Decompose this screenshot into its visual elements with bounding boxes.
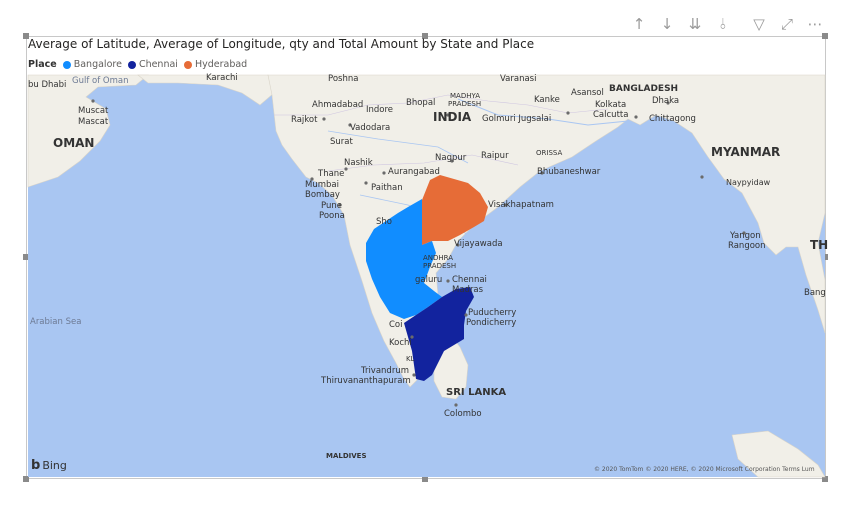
label-yangon: Yangon xyxy=(730,231,761,241)
label-rajkot: Rajkot xyxy=(291,115,318,125)
legend-label-bangalore: Bangalore xyxy=(73,59,122,70)
label-vadodara: Vadodara xyxy=(350,123,391,133)
label-poshna: Poshna xyxy=(328,74,359,84)
city-dot-aurangabad xyxy=(382,171,385,174)
label-india: INDIA xyxy=(433,110,472,124)
legend-item-chennai[interactable] xyxy=(128,59,178,70)
city-dot-naypyidaw xyxy=(700,175,703,178)
label-andhra: ANDHRA xyxy=(423,254,454,262)
drill-down-icon[interactable]: ↓ xyxy=(660,15,674,33)
bing-icon: b xyxy=(31,458,41,473)
label-surat: Surat xyxy=(330,137,353,147)
label-pondicherry: Pondicherry xyxy=(466,318,517,328)
label-dubai: bu Dhabi xyxy=(28,80,67,90)
label-poona: Poona xyxy=(319,211,345,221)
legend-item-bangalore[interactable] xyxy=(63,59,122,70)
label-coimbatore: Coi xyxy=(389,320,403,330)
city-dot-trivandrum xyxy=(412,373,415,376)
label-dhaka: Dhaka xyxy=(652,96,680,106)
focus-mode-icon[interactable]: ⤢ xyxy=(780,15,793,33)
label-rangoon: Rangoon xyxy=(728,241,766,251)
label-varanasi: Varanasi xyxy=(500,74,537,84)
city-dot-kolkata xyxy=(634,115,637,118)
legend-title: Place xyxy=(28,59,57,70)
label-golmuri: Golmuri Jugsalai xyxy=(482,114,552,124)
label-bhubaneshwar: Bhubaneshwar xyxy=(537,167,601,177)
visual-title: Average of Latitude, Average of Longitude, qty and Total Amount by State and Place xyxy=(28,37,535,51)
label-mascat: Mascat xyxy=(78,117,109,127)
label-trivandrum: Trivandrum xyxy=(361,366,409,376)
label-aurangabad: Aurangabad xyxy=(388,167,440,177)
label-kolkata: Kolkata xyxy=(595,100,627,110)
label-nagpur: Nagpur xyxy=(435,153,467,163)
label-maldives: MALDIVES xyxy=(326,452,367,460)
label-thiruvananthapuram: Thiruvananthapuram xyxy=(321,376,411,386)
map-copyright[interactable]: © 2020 TomTom © 2020 HERE, © 2020 Microsoft Corporation Terms Lum xyxy=(594,466,815,473)
city-dot-golmuri xyxy=(566,111,569,114)
city-dot-chennai xyxy=(446,279,449,282)
label-colombo: Colombo xyxy=(444,409,482,419)
label-bengaluru: galuru xyxy=(415,275,443,285)
bing-label: Bing xyxy=(42,459,67,472)
label-raipur: Raipur xyxy=(481,151,509,161)
filter-icon[interactable]: ▽ xyxy=(753,15,765,33)
label-madras: Madras xyxy=(452,285,484,295)
label-madhya: MADHYA xyxy=(450,92,481,100)
label-kochi: Kochi xyxy=(389,338,412,348)
label-oman: OMAN xyxy=(53,136,95,150)
label-myanmar: MYANMAR xyxy=(711,145,781,159)
label-visakhapatnam: Visakhapatnam xyxy=(488,200,554,210)
label-mumbai: Mumbai xyxy=(305,180,339,190)
city-dot-paithan xyxy=(364,181,367,184)
label-chennai: Chennai xyxy=(452,275,487,285)
label-vijayawada: Vijayawada xyxy=(454,239,503,249)
label-gulf-of-oman: Gulf of Oman xyxy=(72,76,129,86)
map-canvas[interactable] xyxy=(28,73,829,477)
resize-handle-top-right[interactable] xyxy=(822,33,828,39)
label-orissa: ORISSA xyxy=(536,149,563,157)
label-bombay: Bombay xyxy=(305,190,340,200)
label-bhopal: Bhopal xyxy=(406,98,436,108)
label-muscat: Muscat xyxy=(78,106,109,116)
legend-dot-bangalore xyxy=(63,61,71,69)
label-naypyidaw: Naypyidaw xyxy=(726,178,771,187)
label-sholapur: Sho xyxy=(376,217,392,227)
legend-dot-chennai xyxy=(128,61,136,69)
legend-dot-hyderabad xyxy=(184,61,192,69)
legend-label-chennai: Chennai xyxy=(138,59,178,70)
visual-header-toolbar xyxy=(628,12,838,36)
city-dot-rajkot xyxy=(322,117,325,120)
label-asansol: Asansol xyxy=(571,88,604,98)
label-ahmadabad: Ahmadabad xyxy=(312,100,364,110)
label-kl: KL xyxy=(406,355,415,363)
drill-up-icon[interactable]: ↑ xyxy=(632,15,646,33)
label-th: TH xyxy=(810,238,829,252)
expand-all-icon[interactable]: ⇊ xyxy=(688,15,702,33)
label-bangladesh: BANGLADESH xyxy=(609,84,679,94)
label-kanke: Kanke xyxy=(534,95,560,105)
city-dot-colombo xyxy=(454,403,457,406)
more-options-icon[interactable]: ⋯ xyxy=(807,15,823,33)
label-pune: Pune xyxy=(321,201,342,211)
label-sri-lanka: SRI LANKA xyxy=(446,387,507,398)
label-karachi: Karachi xyxy=(206,73,238,83)
city-dot-muscat xyxy=(91,99,94,102)
label-andhra-pradesh: PRADESH xyxy=(423,262,457,270)
legend-label-hyderabad: Hyderabad xyxy=(194,59,248,70)
expand-hierarchy-icon[interactable]: ⫰ xyxy=(719,15,727,33)
label-chittagong: Chittagong xyxy=(649,114,696,124)
legend-item-hyderabad[interactable] xyxy=(184,59,247,70)
label-paithan: Paithan xyxy=(371,183,403,193)
label-indore: Indore xyxy=(366,105,394,115)
label-arabian-sea: Arabian Sea xyxy=(30,317,82,327)
label-thane: Thane xyxy=(318,169,345,179)
label-calcutta: Calcutta xyxy=(593,110,629,120)
label-madhya-pradesh: PRADESH xyxy=(448,100,482,108)
label-puducherry: Puducherry xyxy=(468,308,517,318)
label-nashik: Nashik xyxy=(344,158,373,168)
legend xyxy=(28,59,253,70)
bing-logo xyxy=(31,458,67,473)
label-bang: Bang xyxy=(804,288,826,298)
